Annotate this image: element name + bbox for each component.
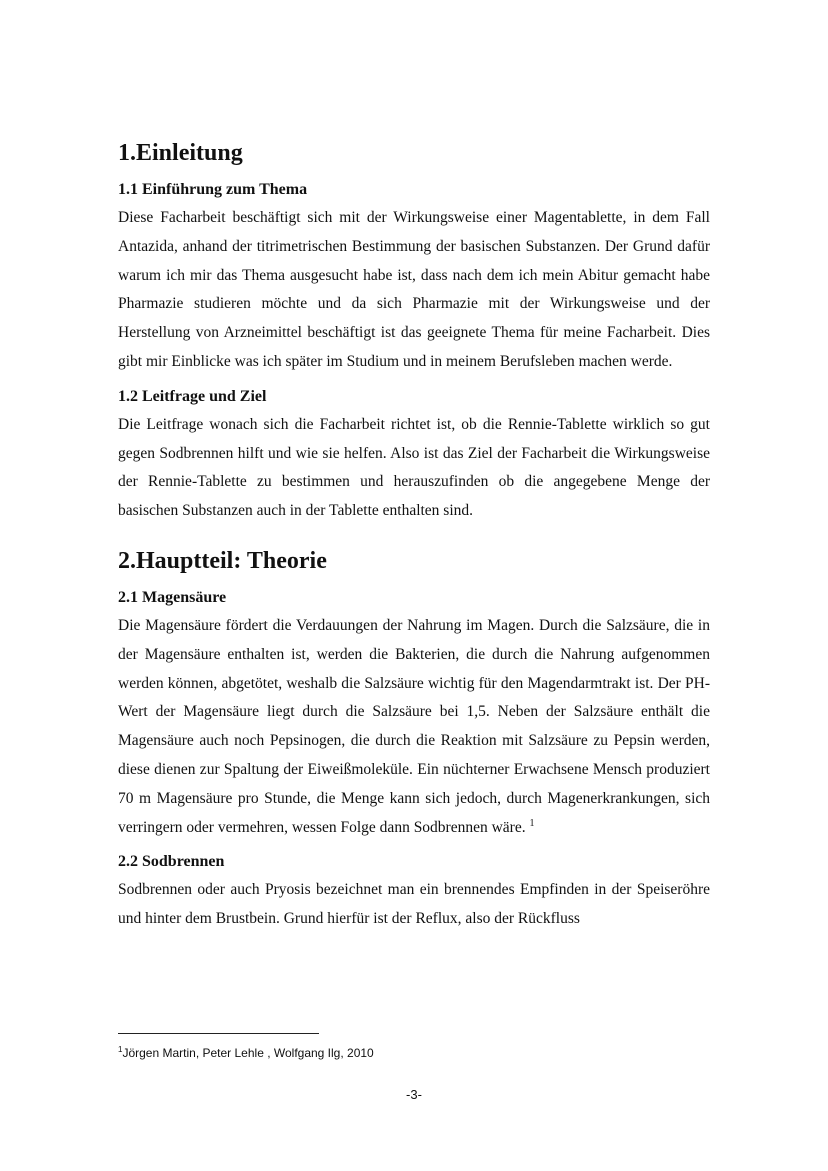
subsection-heading-einfuehrung: 1.1 Einführung zum Thema (118, 181, 308, 198)
section-heading-hauptteil: 2.Hauptteil: Theorie (118, 547, 327, 574)
footnote-reference[interactable]: 1 (529, 817, 535, 829)
subsection-heading-sodbrennen: 2.2 Sodbrennen (118, 853, 225, 871)
subsection-heading-leitfrage: 1.2 Leitfrage und Ziel (118, 387, 267, 405)
section-heading-einleitung: 1.Einleitung (118, 140, 243, 166)
paragraph-leitfrage: Die Leitfrage wonach sich die Facharbeit richtet ist, ob die Rennie-Tablette wirklich so gut gegen Sodbrennen hilft und wie sie helfen. Also ist das Ziel der Facharbeit die Wirkungsweise der Rennie-Tablette zu bestimmen und herauszufinden ob die angegebene Menge der basischen Substanzen auch in der Tablette enthalten sind. (118, 415, 710, 520)
paragraph-einfuehrung: Diese Facharbeit beschäftigt sich mit der Wirkungsweise einer Magentablette, in dem Fall Antazida, anhand der titrimetrischen Bestimmung der basischen Substanzen. Der Grund dafür warum ich mir das Thema ausgesucht habe ist, dass nach dem ich mein Abitur gemacht habe Pharmazie studieren möchte und da sich Pharmazie mit der Wirkungsweise und der Herstellung von Arzneimittel beschäftigt ist das geeignete Thema für meine Facharbeit. Dies gibt mir Einblicke was ich später im Studium und in meinem Berufsleben machen werde. (118, 209, 710, 370)
paragraph-magensaeure-text: Die Magensäure fördert die Verdauungen der Nahrung im Magen. Durch die Salzsäure, die in der Magensäure enthalten ist, werden die Bakterien, die durch die Nahrung aufgenommen werden können, abgetötet, weshalb die Salzsäure wichtig für den Magendarmtrakt ist. Der PH-Wert der Magensäure liegt durch die Salzsäure bei 1,5. Neben der Salzsäure enthält die Magensäure auch noch Pepsinogen, die durch die Reaktion mit Salzsäure zu Pepsin werden, diese dienen zur Spaltung der Eiweißmoleküle. Ein nüchterner Erwachsene Mensch produziert 70 m Magensäure pro Stunde, die Menge kann sich jedoch, durch Magenerkrankungen, sich verringern oder vermehren, wessen Folge dann Sodbrennen wäre. (118, 616, 710, 836)
footnote-text: Jörgen Martin, Peter Lehle , Wolfgang Ilg, 2010 (122, 1046, 374, 1060)
paragraph-sodbrennen: Sodbrennen oder auch Pryosis bezeichnet man ein brennendes Empfinden in der Speiseröhre und hinter dem Brustbein. Grund hierfür ist der Reflux, also der Rückfluss (118, 881, 710, 928)
footnote (118, 1044, 374, 1062)
page-content (118, 130, 710, 934)
footnote-marker: 1 (118, 1045, 123, 1054)
page-number: -3- (406, 1087, 422, 1102)
footnote-divider (118, 1033, 319, 1034)
subsection-heading-magensaeure: 2.1 Magensäure (118, 588, 227, 606)
paragraph-magensaeure (118, 612, 710, 842)
